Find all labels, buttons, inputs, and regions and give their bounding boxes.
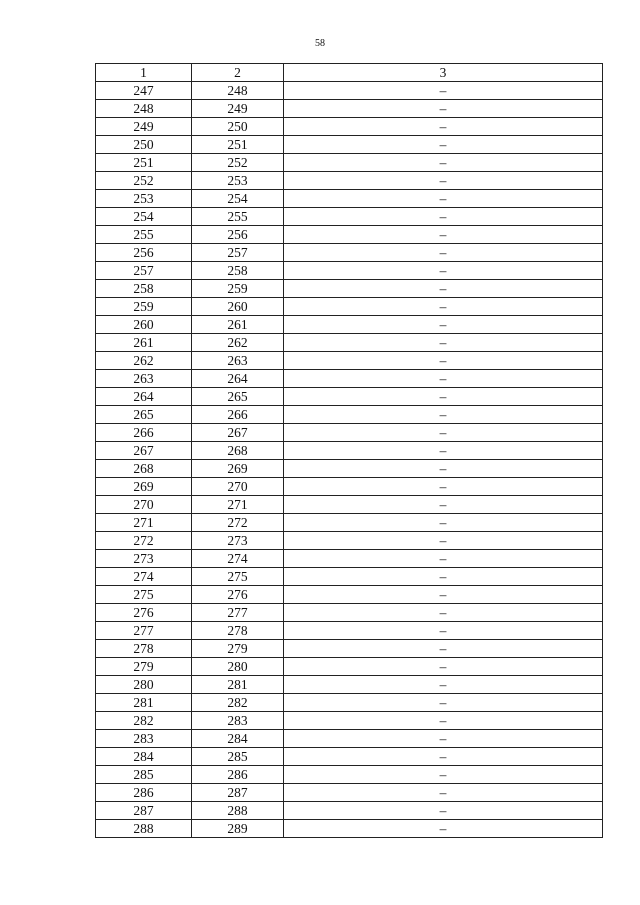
table-cell-col-1: 279 (96, 658, 192, 676)
table-cell-col-1: 276 (96, 604, 192, 622)
table-cell-col-1: 259 (96, 298, 192, 316)
table-cell-col-2: 253 (192, 172, 284, 190)
table-cell-col-2: 279 (192, 640, 284, 658)
table-cell-col-3: – (284, 514, 603, 532)
table-cell-col-2: 256 (192, 226, 284, 244)
table-cell-col-1: 260 (96, 316, 192, 334)
table-cell-col-2: 289 (192, 820, 284, 838)
column-header-2: 2 (192, 64, 284, 82)
table-cell-col-1: 253 (96, 190, 192, 208)
table-row (96, 532, 603, 550)
table-cell-col-1: 254 (96, 208, 192, 226)
table-cell-col-3: – (284, 352, 603, 370)
table-cell-col-2: 260 (192, 298, 284, 316)
table-row (96, 316, 603, 334)
table-cell-col-3: – (284, 370, 603, 388)
table-cell-col-1: 250 (96, 136, 192, 154)
table-cell-col-2: 262 (192, 334, 284, 352)
table-cell-col-2: 276 (192, 586, 284, 604)
table-row (96, 100, 603, 118)
table-cell-col-2: 274 (192, 550, 284, 568)
table-cell-col-2: 254 (192, 190, 284, 208)
table-row (96, 244, 603, 262)
table-cell-col-2: 288 (192, 802, 284, 820)
table-cell-col-1: 271 (96, 514, 192, 532)
table-cell-col-3: – (284, 460, 603, 478)
header-row (96, 64, 603, 82)
table-row (96, 568, 603, 586)
table-row (96, 658, 603, 676)
table-row (96, 496, 603, 514)
table-row (96, 604, 603, 622)
table-cell-col-1: 268 (96, 460, 192, 478)
column-header-1: 1 (96, 64, 192, 82)
table-cell-col-3: – (284, 172, 603, 190)
table-cell-col-3: – (284, 730, 603, 748)
table-cell-col-2: 258 (192, 262, 284, 280)
table-row (96, 694, 603, 712)
table-cell-col-2: 261 (192, 316, 284, 334)
table-row (96, 118, 603, 136)
table-cell-col-3: – (284, 298, 603, 316)
table-cell-col-2: 278 (192, 622, 284, 640)
table-row (96, 172, 603, 190)
table-cell-col-1: 275 (96, 586, 192, 604)
table-cell-col-2: 281 (192, 676, 284, 694)
table-cell-col-1: 249 (96, 118, 192, 136)
table-header (96, 64, 603, 82)
table-row (96, 640, 603, 658)
table-cell-col-1: 262 (96, 352, 192, 370)
table-row (96, 280, 603, 298)
table-row (96, 748, 603, 766)
table-cell-col-2: 267 (192, 424, 284, 442)
table-row (96, 676, 603, 694)
table-cell-col-3: – (284, 586, 603, 604)
table-cell-col-1: 255 (96, 226, 192, 244)
table-cell-col-3: – (284, 406, 603, 424)
table-row (96, 136, 603, 154)
table-row (96, 766, 603, 784)
table-row (96, 154, 603, 172)
table-cell-col-3: – (284, 136, 603, 154)
table-row (96, 550, 603, 568)
table-cell-col-2: 251 (192, 136, 284, 154)
table-cell-col-2: 285 (192, 748, 284, 766)
table-cell-col-1: 286 (96, 784, 192, 802)
table-cell-col-1: 263 (96, 370, 192, 388)
table-cell-col-3: – (284, 676, 603, 694)
table-cell-col-3: – (284, 262, 603, 280)
table-cell-col-3: – (284, 388, 603, 406)
table-cell-col-1: 257 (96, 262, 192, 280)
table-cell-col-3: – (284, 712, 603, 730)
table-cell-col-2: 257 (192, 244, 284, 262)
table-row (96, 190, 603, 208)
table-cell-col-1: 277 (96, 622, 192, 640)
table-cell-col-2: 268 (192, 442, 284, 460)
table-row (96, 820, 603, 838)
table-cell-col-3: – (284, 532, 603, 550)
table-cell-col-1: 288 (96, 820, 192, 838)
table-body (96, 82, 603, 838)
table-cell-col-1: 272 (96, 532, 192, 550)
table-cell-col-3: – (284, 694, 603, 712)
table-cell-col-1: 248 (96, 100, 192, 118)
table-row (96, 424, 603, 442)
table-cell-col-3: – (284, 568, 603, 586)
table-row (96, 208, 603, 226)
table-cell-col-1: 252 (96, 172, 192, 190)
table-row (96, 226, 603, 244)
table-row (96, 586, 603, 604)
table-cell-col-2: 286 (192, 766, 284, 784)
table-row (96, 82, 603, 100)
table-cell-col-3: – (284, 424, 603, 442)
column-header-3: 3 (284, 64, 603, 82)
table-cell-col-1: 284 (96, 748, 192, 766)
table-row (96, 334, 603, 352)
table-cell-col-1: 285 (96, 766, 192, 784)
table-cell-col-2: 277 (192, 604, 284, 622)
table-cell-col-2: 272 (192, 514, 284, 532)
table-cell-col-1: 267 (96, 442, 192, 460)
table-row (96, 622, 603, 640)
table-cell-col-1: 264 (96, 388, 192, 406)
table-cell-col-3: – (284, 478, 603, 496)
table-cell-col-1: 247 (96, 82, 192, 100)
table-cell-col-2: 259 (192, 280, 284, 298)
table-cell-col-1: 283 (96, 730, 192, 748)
table-row (96, 460, 603, 478)
page-number: 58 (315, 38, 325, 49)
table-cell-col-3: – (284, 442, 603, 460)
table-cell-col-2: 249 (192, 100, 284, 118)
table-cell-col-2: 266 (192, 406, 284, 424)
table-cell-col-3: – (284, 550, 603, 568)
table-cell-col-1: 256 (96, 244, 192, 262)
table-row (96, 352, 603, 370)
table-cell-col-3: – (284, 100, 603, 118)
table-cell-col-1: 269 (96, 478, 192, 496)
table-cell-col-3: – (284, 208, 603, 226)
table-cell-col-1: 270 (96, 496, 192, 514)
table-cell-col-2: 287 (192, 784, 284, 802)
table-row (96, 442, 603, 460)
table-cell-col-2: 265 (192, 388, 284, 406)
table-cell-col-1: 265 (96, 406, 192, 424)
table-cell-col-2: 269 (192, 460, 284, 478)
table-cell-col-2: 255 (192, 208, 284, 226)
data-table (95, 63, 603, 838)
table-cell-col-2: 270 (192, 478, 284, 496)
table-cell-col-3: – (284, 604, 603, 622)
table-cell-col-3: – (284, 154, 603, 172)
table-cell-col-1: 258 (96, 280, 192, 298)
table-cell-col-3: – (284, 766, 603, 784)
table-cell-col-3: – (284, 280, 603, 298)
table-cell-col-1: 282 (96, 712, 192, 730)
table-cell-col-2: 248 (192, 82, 284, 100)
table-row (96, 262, 603, 280)
table-row (96, 712, 603, 730)
table-cell-col-2: 282 (192, 694, 284, 712)
table-cell-col-3: – (284, 334, 603, 352)
table-cell-col-2: 252 (192, 154, 284, 172)
table-cell-col-2: 275 (192, 568, 284, 586)
table-row (96, 298, 603, 316)
table-cell-col-3: – (284, 820, 603, 838)
table-cell-col-3: – (284, 82, 603, 100)
table-cell-col-3: – (284, 784, 603, 802)
table-row (96, 478, 603, 496)
table-cell-col-1: 280 (96, 676, 192, 694)
table-cell-col-1: 281 (96, 694, 192, 712)
table-cell-col-3: – (284, 802, 603, 820)
table-cell-col-2: 250 (192, 118, 284, 136)
table-cell-col-1: 287 (96, 802, 192, 820)
table-row (96, 514, 603, 532)
table-row (96, 370, 603, 388)
table-cell-col-2: 280 (192, 658, 284, 676)
table-row (96, 784, 603, 802)
table-row (96, 406, 603, 424)
table-cell-col-3: – (284, 226, 603, 244)
table-cell-col-1: 251 (96, 154, 192, 172)
table-cell-col-3: – (284, 748, 603, 766)
table-cell-col-2: 271 (192, 496, 284, 514)
table-cell-col-3: – (284, 658, 603, 676)
table-cell-col-2: 263 (192, 352, 284, 370)
table-cell-col-3: – (284, 118, 603, 136)
table-cell-col-3: – (284, 316, 603, 334)
table-cell-col-3: – (284, 190, 603, 208)
table-cell-col-2: 273 (192, 532, 284, 550)
table-cell-col-3: – (284, 244, 603, 262)
table-cell-col-3: – (284, 640, 603, 658)
table-cell-col-1: 274 (96, 568, 192, 586)
table-cell-col-2: 283 (192, 712, 284, 730)
table-row (96, 730, 603, 748)
table-cell-col-1: 261 (96, 334, 192, 352)
table-cell-col-1: 278 (96, 640, 192, 658)
table-row (96, 802, 603, 820)
table-row (96, 388, 603, 406)
table-cell-col-2: 284 (192, 730, 284, 748)
table-cell-col-1: 273 (96, 550, 192, 568)
table-cell-col-3: – (284, 622, 603, 640)
table-cell-col-3: – (284, 496, 603, 514)
table-cell-col-1: 266 (96, 424, 192, 442)
table-cell-col-2: 264 (192, 370, 284, 388)
